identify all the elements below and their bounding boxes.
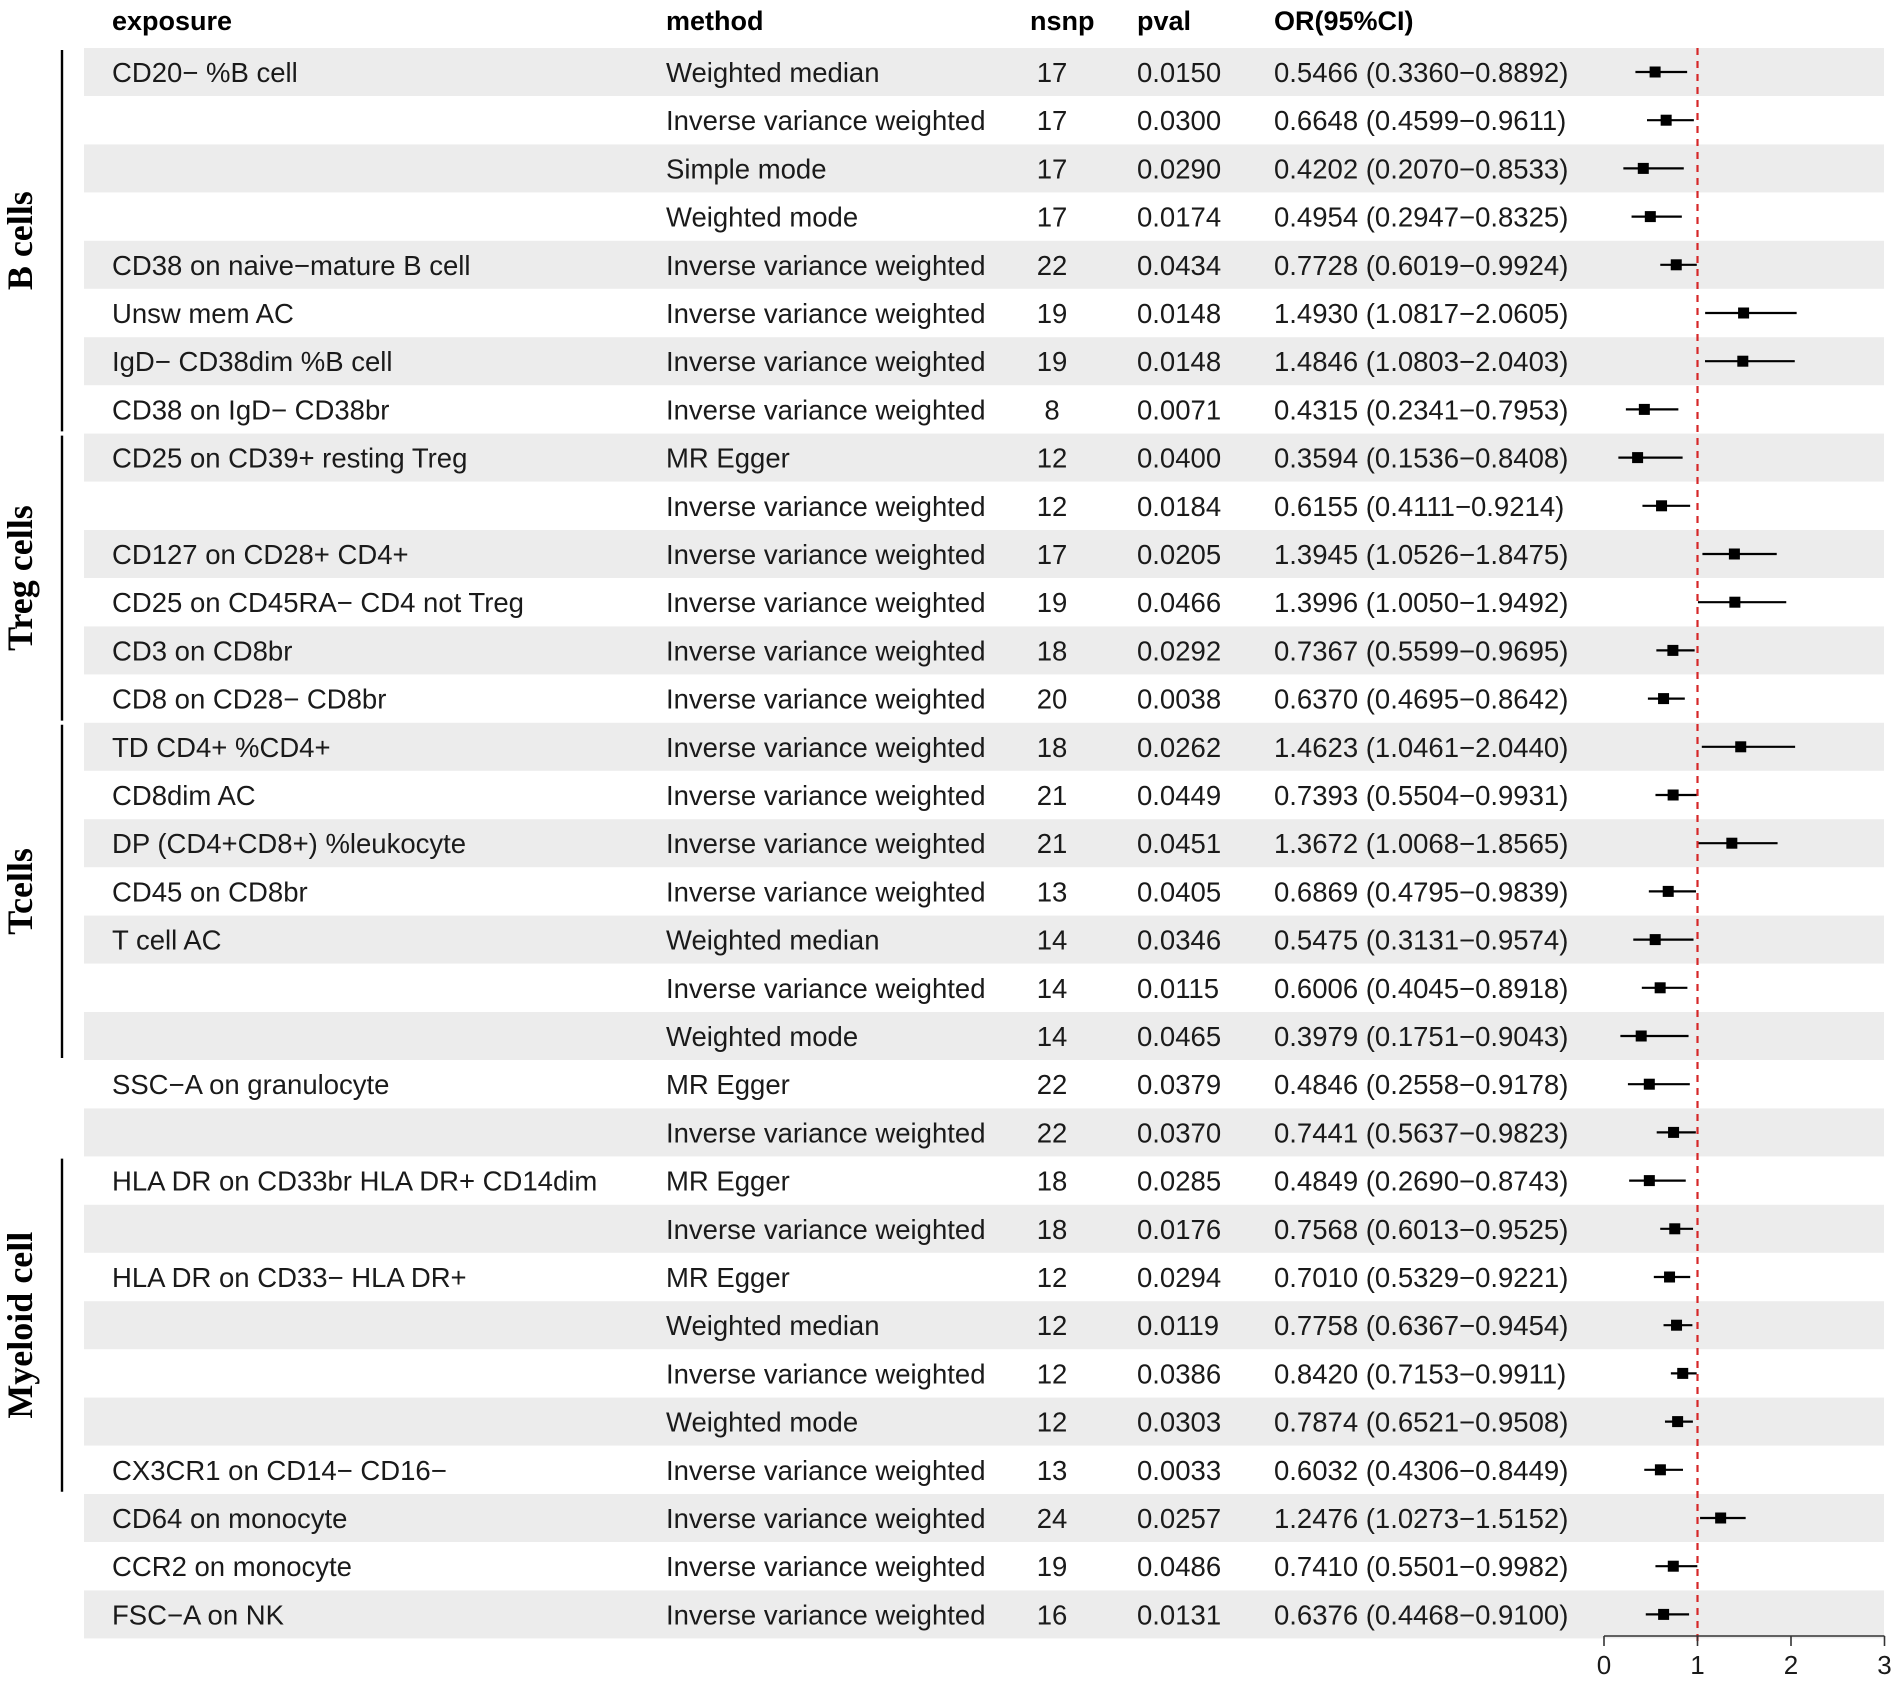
table-row — [112, 346, 1568, 377]
pval-cell: 0.0205 — [1137, 539, 1222, 570]
method-cell: Inverse variance weighted — [666, 1599, 986, 1631]
pval-cell: 0.0131 — [1137, 1599, 1222, 1631]
or-point — [1639, 404, 1650, 415]
nsnp-cell: 19 — [1036, 298, 1068, 329]
x-tick-label: 1 — [1690, 1650, 1705, 1680]
row-stripe — [84, 1012, 1884, 1060]
method-cell: Simple mode — [666, 153, 827, 185]
x-tick-label: 2 — [1783, 1650, 1799, 1680]
or-ci-cell: 0.7410 (0.5501−0.9982) — [1274, 1551, 1569, 1583]
nsnp-cell: 13 — [1036, 1454, 1068, 1486]
table-row — [112, 732, 1568, 763]
table-row — [112, 250, 1568, 281]
nsnp-cell: 21 — [1036, 828, 1068, 860]
or-ci-cell: 0.4849 (0.2690−0.8743) — [1274, 1165, 1569, 1197]
or-ci-cell: 0.5466 (0.3360−0.8892) — [1274, 57, 1569, 88]
pval-cell: 0.0346 — [1137, 924, 1222, 956]
header-exposure: exposure — [112, 6, 233, 36]
pval-cell: 0.0294 — [1137, 1262, 1222, 1293]
or-point — [1715, 1513, 1726, 1524]
exposure-cell: CD127 on CD28+ CD4+ — [112, 539, 409, 570]
column-headers — [112, 6, 1414, 36]
method-cell: Inverse variance weighted — [666, 731, 986, 763]
exposure-cell: CD3 on CD8br — [112, 635, 293, 667]
or-point — [1669, 1223, 1680, 1234]
pval-cell: 0.0434 — [1137, 249, 1222, 281]
nsnp-cell: 17 — [1036, 201, 1068, 233]
table-row — [666, 202, 1568, 233]
or-point — [1663, 886, 1674, 897]
or-point — [1729, 597, 1740, 608]
nsnp-cell: 12 — [1036, 442, 1068, 474]
table-row — [112, 780, 1568, 811]
or-ci-cell: 1.3945 (1.0526−1.8475) — [1274, 539, 1569, 570]
exposure-cell: FSC−A on NK — [112, 1599, 284, 1631]
pval-cell: 0.0115 — [1137, 972, 1220, 1004]
method-cell: Inverse variance weighted — [666, 972, 986, 1004]
method-cell: Inverse variance weighted — [666, 780, 986, 811]
or-ci-cell: 0.6869 (0.4795−0.9839) — [1274, 876, 1569, 908]
nsnp-cell: 17 — [1036, 105, 1068, 137]
header-or-ci: OR(95%CI) — [1274, 6, 1414, 36]
pval-cell: 0.0466 — [1137, 587, 1222, 619]
exposure-cell: CD25 on CD45RA− CD4 not Treg — [112, 587, 524, 619]
or-point — [1668, 1561, 1679, 1572]
method-cell: Inverse variance weighted — [666, 1551, 986, 1583]
method-cell: Weighted median — [666, 1310, 880, 1342]
nsnp-cell: 14 — [1036, 1021, 1068, 1052]
row-stripe — [84, 144, 1884, 192]
table-row — [112, 1551, 1568, 1582]
method-cell: Inverse variance weighted — [666, 490, 986, 522]
nsnp-cell: 8 — [1044, 394, 1060, 426]
or-point — [1656, 500, 1667, 511]
or-ci-cell: 0.4846 (0.2558−0.9178) — [1274, 1069, 1569, 1101]
method-cell: Weighted mode — [666, 1021, 859, 1052]
nsnp-cell: 19 — [1036, 1551, 1068, 1583]
table-row — [112, 1503, 1568, 1534]
exposure-cell: CD38 on naive−mature B cell — [112, 249, 471, 281]
nsnp-cell: 18 — [1036, 1165, 1068, 1197]
exposure-cell: CD20− %B cell — [112, 57, 298, 88]
pval-cell: 0.0290 — [1137, 153, 1222, 185]
nsnp-cell: 16 — [1036, 1599, 1068, 1631]
table-row — [666, 1358, 1566, 1389]
method-cell: Inverse variance weighted — [666, 683, 986, 715]
pval-cell: 0.0451 — [1137, 828, 1222, 860]
method-cell: Inverse variance weighted — [666, 1503, 986, 1534]
method-cell: Inverse variance weighted — [666, 876, 986, 908]
nsnp-cell: 22 — [1036, 249, 1068, 281]
table-row — [112, 587, 1568, 618]
nsnp-cell: 17 — [1036, 153, 1068, 185]
method-cell: Inverse variance weighted — [666, 346, 986, 378]
nsnp-cell: 19 — [1036, 346, 1068, 378]
pval-cell: 0.0257 — [1137, 1503, 1222, 1534]
exposure-cell: CD64 on monocyte — [112, 1503, 348, 1534]
method-cell: Weighted mode — [666, 1406, 859, 1438]
pval-cell: 0.0300 — [1137, 105, 1222, 137]
table-rows — [112, 57, 1568, 1630]
or-point — [1729, 549, 1740, 560]
table-row — [666, 491, 1564, 522]
or-point — [1650, 67, 1661, 78]
method-cell: Inverse variance weighted — [666, 828, 986, 860]
exposure-cell: CD8dim AC — [112, 780, 256, 811]
nsnp-cell: 12 — [1036, 490, 1068, 522]
nsnp-cell: 22 — [1036, 1117, 1068, 1149]
x-axis — [1597, 1636, 1892, 1680]
method-cell: Weighted mode — [666, 201, 859, 233]
nsnp-cell: 19 — [1036, 587, 1068, 619]
nsnp-cell: 12 — [1036, 1310, 1068, 1342]
or-point — [1632, 452, 1643, 463]
method-cell: Inverse variance weighted — [666, 298, 986, 329]
method-cell: MR Egger — [666, 1262, 790, 1293]
pval-cell: 0.0174 — [1137, 201, 1222, 233]
nsnp-cell: 20 — [1036, 683, 1068, 715]
method-cell: Inverse variance weighted — [666, 249, 986, 281]
nsnp-cell: 12 — [1036, 1358, 1068, 1390]
exposure-cell: DP (CD4+CD8+) %leukocyte — [112, 828, 467, 860]
method-cell: Inverse variance weighted — [666, 394, 986, 426]
or-ci-cell: 0.4954 (0.2947−0.8325) — [1274, 201, 1569, 233]
method-cell: Weighted median — [666, 57, 880, 88]
exposure-cell: Unsw mem AC — [112, 298, 294, 329]
method-cell: Weighted median — [666, 924, 880, 956]
or-point — [1737, 356, 1748, 367]
group-brackets — [0, 50, 62, 1492]
pval-cell: 0.0449 — [1137, 780, 1222, 811]
or-ci-cell: 0.7393 (0.5504−0.9931) — [1274, 780, 1569, 811]
method-cell: MR Egger — [666, 442, 790, 474]
row-stripe — [84, 1398, 1884, 1446]
method-cell: MR Egger — [666, 1069, 790, 1101]
table-row — [112, 1262, 1568, 1293]
or-ci-cell: 0.7728 (0.6019−0.9924) — [1274, 249, 1569, 281]
exposure-cell: CD25 on CD39+ resting Treg — [112, 442, 468, 474]
pval-cell: 0.0379 — [1137, 1069, 1222, 1101]
or-point — [1671, 1320, 1682, 1331]
or-ci-cell: 0.6032 (0.4306−0.8449) — [1274, 1454, 1569, 1486]
pval-cell: 0.0071 — [1137, 394, 1222, 426]
table-row — [666, 973, 1568, 1004]
x-tick-label: 0 — [1596, 1650, 1612, 1680]
or-point — [1636, 1031, 1647, 1042]
table-row — [666, 105, 1566, 136]
pval-cell: 0.0150 — [1137, 57, 1222, 88]
exposure-cell: SSC−A on granulocyte — [112, 1069, 390, 1101]
exposure-cell: T cell AC — [112, 924, 222, 956]
or-ci-cell: 0.6370 (0.4695−0.8642) — [1274, 683, 1569, 715]
header-nsnp: nsnp — [1030, 6, 1095, 36]
or-point — [1672, 1416, 1683, 1427]
method-cell: Inverse variance weighted — [666, 1117, 986, 1149]
nsnp-cell: 24 — [1036, 1503, 1068, 1534]
or-point — [1644, 1175, 1655, 1186]
method-cell: Inverse variance weighted — [666, 1454, 986, 1486]
or-ci-cell: 0.7010 (0.5329−0.9221) — [1274, 1262, 1569, 1293]
or-ci-cell: 1.3996 (1.0050−1.9492) — [1274, 587, 1569, 619]
or-point — [1658, 693, 1669, 704]
pval-cell: 0.0148 — [1137, 346, 1222, 378]
nsnp-cell: 21 — [1036, 780, 1068, 811]
or-point — [1726, 838, 1737, 849]
or-ci-cell: 0.7441 (0.5637−0.9823) — [1274, 1117, 1569, 1149]
or-point — [1655, 982, 1666, 993]
pval-cell: 0.0148 — [1137, 298, 1222, 329]
or-ci-cell: 1.4846 (1.0803−2.0403) — [1274, 346, 1569, 378]
pval-cell: 0.0386 — [1137, 1358, 1222, 1390]
pval-cell: 0.0176 — [1137, 1213, 1222, 1245]
nsnp-cell: 12 — [1036, 1262, 1068, 1293]
pval-cell: 0.0486 — [1137, 1551, 1222, 1583]
or-point — [1655, 1464, 1666, 1475]
pval-cell: 0.0303 — [1137, 1406, 1222, 1438]
or-ci-cell: 1.4930 (1.0817−2.0605) — [1274, 298, 1569, 329]
nsnp-cell: 12 — [1036, 1406, 1068, 1438]
or-point — [1645, 211, 1656, 222]
or-point — [1667, 645, 1678, 656]
row-stripe — [84, 1301, 1884, 1349]
or-ci-cell: 0.8420 (0.7153−0.9911) — [1274, 1358, 1567, 1390]
method-cell: MR Egger — [666, 1165, 790, 1197]
x-tick-label: 3 — [1877, 1650, 1892, 1680]
or-ci-cell: 0.6006 (0.4045−0.8918) — [1274, 972, 1569, 1004]
or-ci-cell: 0.4202 (0.2070−0.8533) — [1274, 153, 1569, 185]
exposure-cell: CD45 on CD8br — [112, 876, 308, 908]
method-cell: Inverse variance weighted — [666, 635, 986, 667]
exposure-cell: CCR2 on monocyte — [112, 1551, 352, 1583]
or-ci-cell: 0.4315 (0.2341−0.7953) — [1274, 394, 1569, 426]
method-cell: Inverse variance weighted — [666, 587, 986, 619]
method-cell: Inverse variance weighted — [666, 1358, 986, 1390]
or-point — [1658, 1609, 1669, 1620]
nsnp-cell: 17 — [1036, 57, 1068, 88]
group-label: Myeloid cell — [0, 1231, 40, 1419]
nsnp-cell: 17 — [1036, 539, 1068, 570]
row-stripe — [84, 916, 1884, 964]
table-row — [112, 876, 1568, 907]
or-ci-cell: 0.7758 (0.6367−0.9454) — [1274, 1310, 1569, 1342]
nsnp-cell: 18 — [1036, 635, 1068, 667]
row-stripe — [84, 48, 1884, 96]
exposure-cell: HLA DR on CD33− HLA DR+ — [112, 1262, 467, 1293]
header-pval: pval — [1137, 6, 1192, 36]
or-ci-cell: 1.2476 (1.0273−1.5152) — [1274, 1503, 1569, 1534]
pval-cell: 0.0465 — [1137, 1021, 1222, 1052]
header-method: method — [666, 6, 764, 36]
exposure-cell: CX3CR1 on CD14− CD16− — [112, 1454, 447, 1486]
table-row — [112, 539, 1568, 570]
or-point — [1664, 1272, 1675, 1283]
method-cell: Inverse variance weighted — [666, 1213, 986, 1245]
nsnp-cell: 18 — [1036, 731, 1068, 763]
or-ci-cell: 1.3672 (1.0068−1.8565) — [1274, 828, 1569, 860]
pval-cell: 0.0184 — [1137, 490, 1222, 522]
pval-cell: 0.0119 — [1137, 1310, 1220, 1342]
group-label: B cells — [0, 191, 40, 291]
pval-cell: 0.0405 — [1137, 876, 1222, 908]
or-ci-cell: 0.7367 (0.5599−0.9695) — [1274, 635, 1569, 667]
or-point — [1735, 741, 1746, 752]
nsnp-cell: 18 — [1036, 1213, 1068, 1245]
group-label: Treg cells — [0, 505, 40, 651]
pval-cell: 0.0400 — [1137, 442, 1222, 474]
pval-cell: 0.0292 — [1137, 635, 1222, 667]
or-ci-cell: 0.3594 (0.1536−0.8408) — [1274, 442, 1569, 474]
exposure-cell: IgD− CD38dim %B cell — [112, 346, 393, 378]
nsnp-cell: 14 — [1036, 972, 1068, 1004]
or-point — [1671, 259, 1682, 270]
or-point — [1668, 790, 1679, 801]
or-ci-cell: 0.6155 (0.4111−0.9214) — [1274, 490, 1565, 522]
or-ci-cell: 0.5475 (0.3131−0.9574) — [1274, 924, 1569, 956]
exposure-cell: CD8 on CD28− CD8br — [112, 683, 387, 715]
method-cell: Inverse variance weighted — [666, 105, 986, 137]
exposure-cell: HLA DR on CD33br HLA DR+ CD14dim — [112, 1165, 598, 1197]
pval-cell: 0.0285 — [1137, 1165, 1222, 1197]
or-point — [1638, 163, 1649, 174]
pval-cell: 0.0038 — [1137, 683, 1222, 715]
or-ci-cell: 0.7874 (0.6521−0.9508) — [1274, 1406, 1569, 1438]
or-ci-cell: 1.4623 (1.0461−2.0440) — [1274, 731, 1569, 763]
or-ci-cell: 0.6376 (0.4468−0.9100) — [1274, 1599, 1569, 1631]
nsnp-cell: 13 — [1036, 876, 1068, 908]
table-row — [112, 298, 1568, 329]
or-point — [1650, 934, 1661, 945]
method-cell: Inverse variance weighted — [666, 539, 986, 570]
exposure-cell: CD38 on IgD− CD38br — [112, 394, 390, 426]
nsnp-cell: 22 — [1036, 1069, 1068, 1101]
pval-cell: 0.0370 — [1137, 1117, 1222, 1149]
table-row — [112, 1166, 1568, 1197]
or-point — [1661, 115, 1672, 126]
or-ci-cell: 0.6648 (0.4599−0.9611) — [1274, 105, 1567, 137]
pval-cell: 0.0262 — [1137, 731, 1222, 763]
group-label: Tcells — [0, 848, 40, 935]
or-point — [1677, 1368, 1688, 1379]
or-point — [1668, 1127, 1679, 1138]
or-ci-cell: 0.7568 (0.6013−0.9525) — [1274, 1213, 1569, 1245]
table-row — [112, 1455, 1568, 1486]
or-point — [1644, 1079, 1655, 1090]
pval-cell: 0.0033 — [1137, 1454, 1222, 1486]
exposure-cell: TD CD4+ %CD4+ — [112, 731, 331, 763]
table-row — [112, 684, 1568, 715]
table-row — [112, 828, 1568, 859]
nsnp-cell: 14 — [1036, 924, 1068, 956]
or-point — [1738, 308, 1749, 319]
table-row — [112, 1069, 1568, 1100]
table-row — [112, 394, 1568, 425]
or-ci-cell: 0.3979 (0.1751−0.9043) — [1274, 1021, 1569, 1052]
